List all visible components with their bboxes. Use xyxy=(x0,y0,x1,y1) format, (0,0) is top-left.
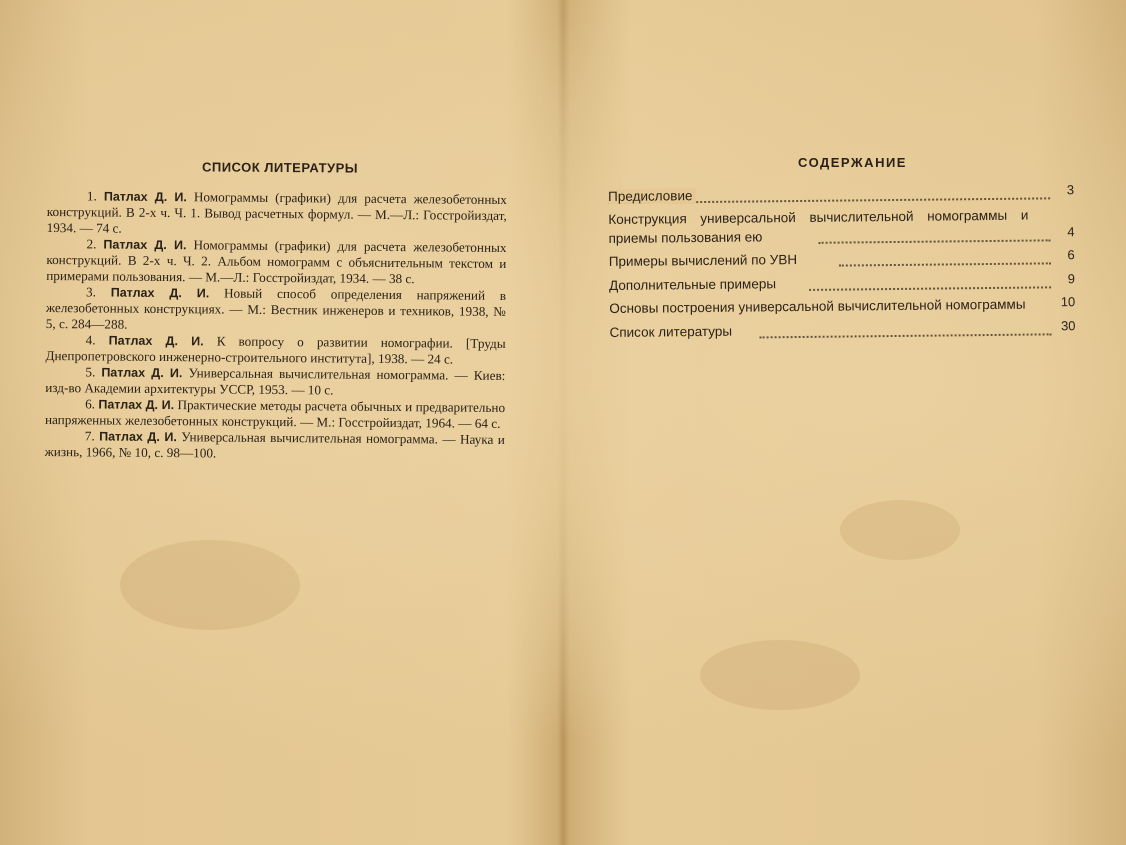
bibliography-entry xyxy=(45,396,505,432)
toc-title: Примеры вычислений по УВН xyxy=(608,252,798,269)
entry-text: Номограммы (графики) для расчета железобетонных конструкций. В 2-х ч. Ч. 2. Альбом номограмм с объяснительным текстом и примерами пользования. — М.—Л.: Госстройиздат, 1934. — 38 с. xyxy=(46,237,507,287)
bibliography-entry xyxy=(45,364,505,400)
entry-text: Универсальная вычислительная номограмма. — Киев: изд-во Академии архитектуры УССР, 1953. — 10 с. xyxy=(45,365,506,398)
entry-number: 3. xyxy=(86,284,97,300)
toc-page-number: 4 xyxy=(1067,223,1075,239)
entry-author: Патлах Д. И. xyxy=(99,429,177,445)
bibliography-entry xyxy=(47,188,507,240)
entry-author: Патлах Д. И. xyxy=(110,285,210,301)
toc-page-number: 10 xyxy=(1060,294,1076,310)
toc-page-number: 9 xyxy=(1067,270,1076,286)
entry-text: Универсальная вычислительная номограмма. — Наука и жизнь, 1966, № 10, с. 98—100. xyxy=(44,429,505,461)
toc-title: Основы построения универсальной вычислительной номограммы xyxy=(609,296,1026,316)
contents-heading: СОДЕРЖАНИЕ xyxy=(798,155,907,170)
bibliography-entry xyxy=(46,236,506,288)
entry-text: Новый способ определения напряжений в железобетонных конструкциях. — М.: Вестник инженеров и техников, 1938, № 5, с. 284—288. xyxy=(45,285,507,332)
entry-author: Патлах Д. И. xyxy=(103,237,187,253)
entry-text: Номограммы (графики) для расчета железобетонных конструкций. В 2-х ч. Ч. 1. Вывод расчетных формул. — М.—Л.: Госстройиздат, 1934. — 74 с. xyxy=(46,189,507,236)
toc-title: Конструкция универсальной вычислительной номограммы и приемы пользования ею xyxy=(608,207,1029,246)
entry-number: 1. xyxy=(86,188,97,204)
entry-text: Практические методы расчета обычных и предварительно напряженных железобетонных конструкций. — М.: Госстройиздат, 1964. — 64 с. xyxy=(44,397,506,431)
toc-page-number: 30 xyxy=(1060,317,1076,333)
toc-title: Список литературы xyxy=(609,323,733,340)
entry-author: Патлах Д. И. xyxy=(98,397,175,413)
entry-author: Патлах Д. И. xyxy=(101,365,183,381)
bibliography-list xyxy=(45,188,507,464)
bibliography-entry xyxy=(46,284,506,336)
entry-number: 4. xyxy=(85,332,96,348)
toc-title: Предисловие xyxy=(608,188,697,204)
bibliography-entry xyxy=(45,332,505,368)
toc-title: Дополнительные примеры xyxy=(608,275,777,293)
left-page xyxy=(0,0,555,845)
entry-author: Патлах Д. И. xyxy=(108,333,204,349)
table-of-contents xyxy=(608,181,1076,345)
entry-number: 7. xyxy=(84,428,95,444)
entry-number: 5. xyxy=(85,364,96,380)
toc-entry xyxy=(609,317,1075,345)
entry-number: 2. xyxy=(86,236,97,252)
bibliography-entry xyxy=(45,428,505,464)
right-page xyxy=(562,0,1126,845)
toc-entry xyxy=(608,205,1074,252)
entry-text: К вопросу о развитии номографии. [Труды Днепропетровского инженерно-строительного института], 1938. — 24 с. xyxy=(45,333,506,367)
toc-page-number: 3 xyxy=(1066,181,1075,197)
entry-number: 6. xyxy=(85,396,96,412)
toc-page-number: 6 xyxy=(1067,247,1075,263)
bibliography-heading: СПИСОК ЛИТЕРАТУРЫ xyxy=(201,159,359,176)
entry-author: Патлах Д. И. xyxy=(103,189,187,205)
